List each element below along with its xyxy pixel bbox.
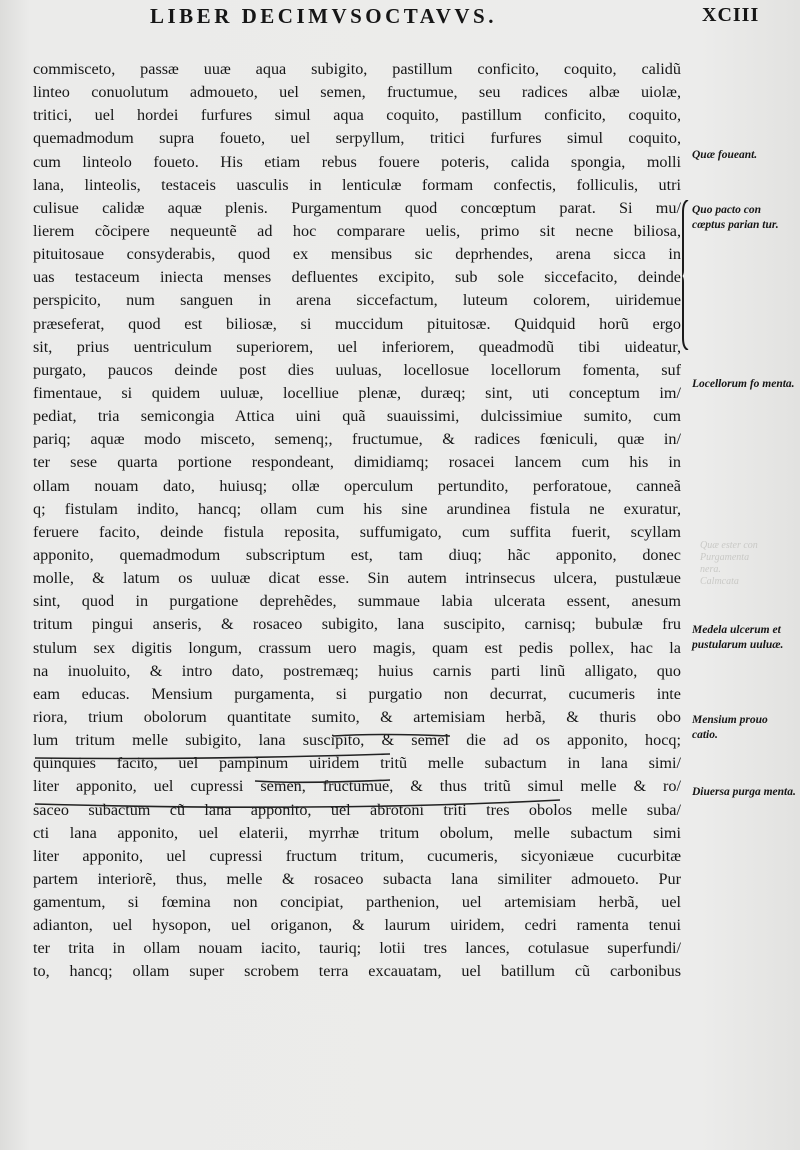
text-line: ollam nouam dato, huiusq; ollæ operculum pertundito, perforatoue, canneã xyxy=(33,476,681,495)
text-line: feruere facito, deinde fistula reposita, suffumigato, cum suffita fuerit, scyllam xyxy=(33,522,681,541)
text-line: stulum sex digitis longum, crassum uero magis, quam est pedis pollex, hac la xyxy=(33,638,681,657)
text-line: pituitosaue consyderabis, quod ex mensibus sic deprhendes, arena sicca in xyxy=(33,245,681,264)
margin-note-diuersa: Diuersa purga menta. xyxy=(692,786,796,798)
text-line: adianton, uel hysopon, uel origanon, & laurum uiridem, cedri ramenta tenui xyxy=(33,916,681,935)
text-line: purgato, paucos deinde post dies uuluas, locellosue locellorum fomenta, suf xyxy=(33,360,681,379)
text-line: pariq; aquæ modo misceto, semenq;, fructumue, & radices fœniculi, quæ in/ xyxy=(33,430,681,449)
text-line: cum linteolo foueto. His etiam rebus fouere poteris, calida spongia, molli xyxy=(33,152,681,171)
text-line: gamentum, si fœmina non concipiat, parthenion, uel artemisiam herbã, uel xyxy=(33,893,681,912)
text-line: ter trita in ollam nouam iacito, tauriq; lotii tres lances, cotulasue superfundi/ xyxy=(33,939,681,958)
running-header: LIBER DECIMVSOCTAVVS. xyxy=(150,4,497,28)
bleed-through-text: Quæ ester con Purgamenta nera. Calmcata xyxy=(700,540,758,587)
text-line: præseferat, quod est biliosæ, si muccidum pituitosæ. Quidquid horũ ergo xyxy=(33,314,681,333)
text-line: cti lana apponito, uel elaterii, myrrhæ tritum obolum, melle subactum simi xyxy=(33,823,681,842)
margin-note-quae-foueant: Quæ foueant. xyxy=(692,149,758,161)
text-line: na inuoluito, & intro dato, postremæq; huius carnis parti linũ alligato, quo xyxy=(33,661,681,680)
margin-bracket xyxy=(682,200,690,350)
text-line: saceo subactum cũ lana apponito, uel abrotoni triti tres obolos melle suba/ xyxy=(33,800,681,819)
margin-note-conceptus: Quo pacto con cœptus parian tur. xyxy=(692,204,779,231)
text-line: lana, linteolis, testaceis uasculis in lenticulæ formam confectis, folliculis, utri xyxy=(33,175,681,194)
text-line: tritum pingui anseris, & rosaceo subigito, lana suscipito, carnisq; bubulæ fru xyxy=(33,615,681,634)
text-line: partem interiorẽ, thus, melle & rosaceo subacta lana similiter admoueto. Pur xyxy=(33,869,681,888)
page-folio-number: XCIII xyxy=(702,4,760,26)
text-line: lierem cõcipere nequeuntẽ ad hoc comparare uelis, primo sit necne biliosa, xyxy=(33,221,681,240)
text-line: uas testaceum iniecta menses defluentes excipito, sub sole siccefacito, deinde xyxy=(33,268,681,287)
text-line: quemadmodum supra foueto, uel serpyllum, tritici furfures simul coquito, xyxy=(33,129,681,148)
text-line: sint, quod in purgatione deprehẽdes, summaue labia ulcerata essent, anesum xyxy=(33,592,681,611)
text-line: q; fistulam indito, hancq; ollam cum his sine arundinea fistula ne exuratur, xyxy=(33,499,681,518)
text-line: fimentaue, si quidem uuluæ, locelliue plenæ, duræq; sint, uti conceptum im/ xyxy=(33,383,681,402)
text-line: ter sese quarta portione respondeant, dimidiamq; rosacei lancem cum his in xyxy=(33,453,681,472)
text-line: lum tritum melle subigito, lana suscipito, & semel die ad os apponito, hocq; xyxy=(33,731,681,750)
text-line: liter apponito, uel cupressi semen, fructumue, & thus tritũ simul melle & ro/ xyxy=(33,777,681,796)
margin-note-medela-ulcerum: Medela ulcerum et pustularum uuluæ. xyxy=(692,624,784,651)
text-line: apponito, quemadmodum subscriptum est, tam diuq; hãc apponito, donec xyxy=(33,545,681,564)
text-line: culisue calidæ aquæ plenis. Purgamentum quod concœptum parat. Si mu/ xyxy=(33,198,681,217)
text-line: tritici, uel hordei furfures simul aqua coquito, pastillum conficito, coquito, xyxy=(33,106,681,125)
text-line: liter apponito, uel cupressi fructum tritum, cucumeris, sicyoniæue cucurbitæ xyxy=(33,846,681,865)
text-line: to, hancq; ollam super scrobem terra excauatam, uel batillum cũ carbonibus xyxy=(33,962,681,981)
text-line: commisceto, passæ uuæ aqua subigito, pastillum conficito, coquito, calidũ xyxy=(33,60,681,78)
main-text-block xyxy=(33,58,681,984)
text-line: molle, & latum os uuluæ dicat esse. Sin autem intrinsecus ulcera, pustulæue xyxy=(33,569,681,588)
text-line: sit, prius uentriculum superiorem, uel inferiorem, queadmodũ tibi uideatur, xyxy=(33,337,681,356)
text-line: pediat, tria semicongia Attica uini quã suauissimi, dulcissimiue sumito, cum xyxy=(33,407,681,426)
text-line: perspicito, num sanguen in arena siccefactum, luteum colorem, uiridemue xyxy=(33,291,681,310)
text-line: linteo conuolutum admoueto, uel semen, fructumue, seu radices albæ uiolæ, xyxy=(33,83,681,102)
text-line: riora, trium obolorum quantitate sumito, & artemisiam herbã, & thuris obo xyxy=(33,707,681,726)
margin-note-locellorum: Locellorum fo menta. xyxy=(692,378,795,390)
text-line: quinquies facito, uel pampinum uiridem tritũ melle subactum in lana simi/ xyxy=(33,754,681,773)
margin-note-mensium: Mensium prouo catio. xyxy=(692,714,768,741)
text-line: eam educas. Mensium purgamenta, si purgatio non decurrat, cucumeris inte xyxy=(33,684,681,703)
